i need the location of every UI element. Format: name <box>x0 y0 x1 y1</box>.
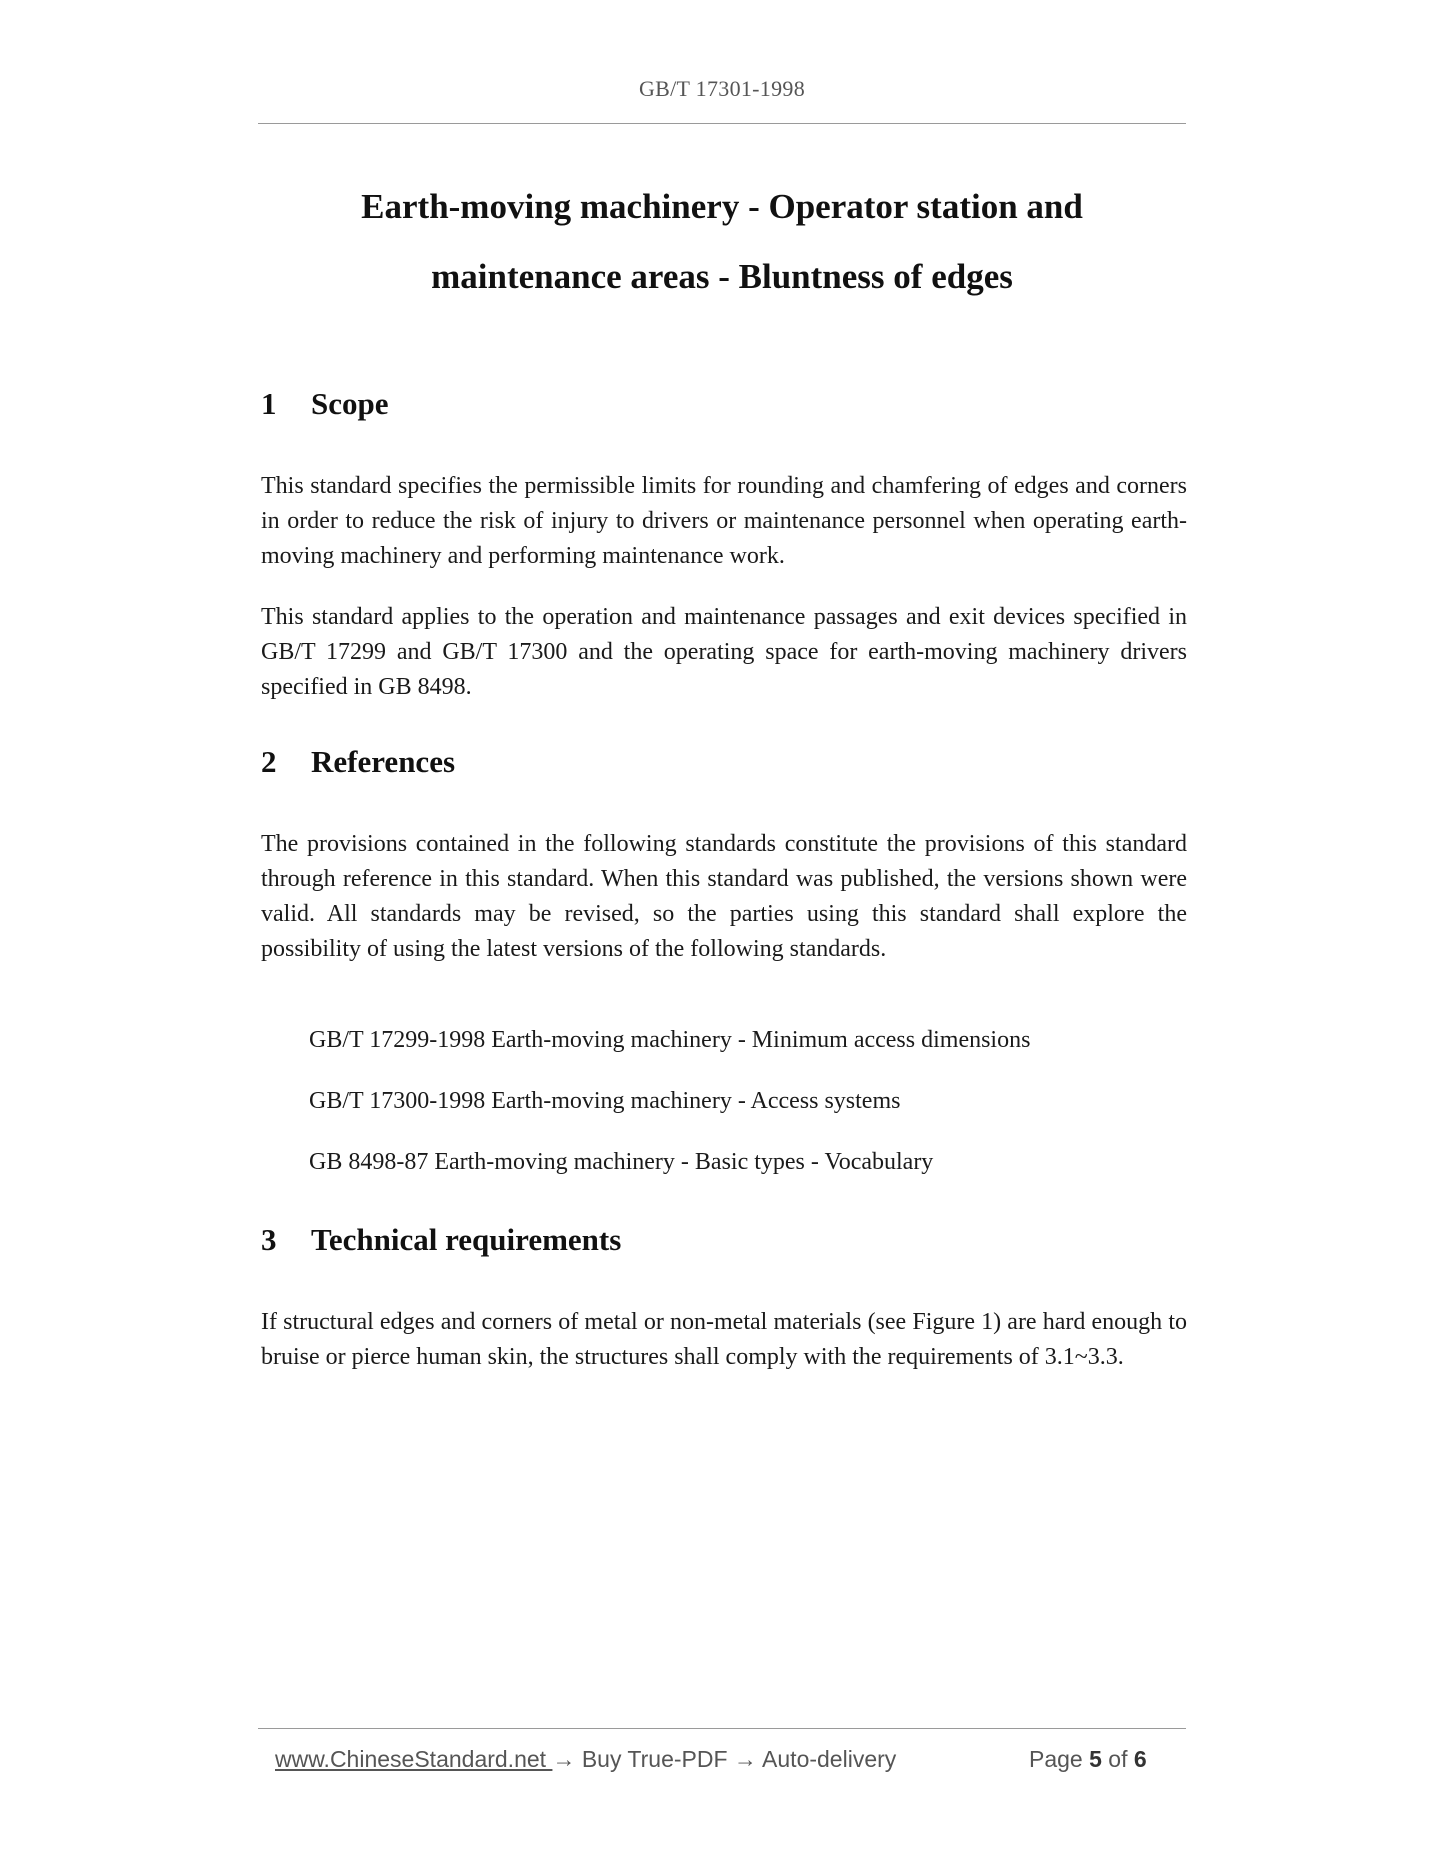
section-2-heading <box>261 744 455 780</box>
arrow-right-icon: → <box>733 1746 757 1772</box>
section-title: References <box>311 744 456 779</box>
title-line-2: maintenance areas - Bluntness of edges <box>431 257 1013 296</box>
reference-item: GB/T 17300-1998 Earth-moving machinery - Access systems <box>309 1088 901 1114</box>
reference-item: GB/T 17299-1998 Earth-moving machinery - Minimum access dimensions <box>309 1027 1031 1053</box>
buy-true-pdf-text: Buy True-PDF <box>575 1746 734 1772</box>
section-number: 3 <box>261 1222 277 1257</box>
title-line-1: Earth-moving machinery - Operator station and <box>361 187 1083 226</box>
section-3-heading <box>261 1222 621 1258</box>
total-pages-number: 6 <box>1133 1746 1147 1772</box>
current-page-number: 5 <box>1089 1746 1102 1772</box>
section-title: Technical requirements <box>311 1222 622 1257</box>
page-of-label: of <box>1108 1746 1128 1772</box>
auto-delivery-text: Auto-delivery <box>756 1746 897 1772</box>
scope-paragraph-1: This standard specifies the permissible limits for rounding and chamfering of edges and corners in order to reduce the risk of injury to drivers or maintenance personnel when operating earth-moving machinery and performing maintenance work. <box>261 473 1187 569</box>
section-number: 2 <box>261 744 277 779</box>
scope-paragraph-2: This standard applies to the operation and maintenance passages and exit devices specified in GB/T 17299 and GB/T 17300 and the operating space for earth-moving machinery drivers specified in GB 8498. <box>261 604 1187 700</box>
references-paragraph: The provisions contained in the following standards constitute the provisions of this standard through reference in this standard. When this standard was published, the versions shown were valid. All standards may be revised, so the parties using this standard shall explore the possibility of using the latest versions of the following standards. <box>261 831 1187 962</box>
page-label: Page <box>1029 1746 1083 1772</box>
footer-divider <box>258 1728 1186 1729</box>
header-divider <box>258 123 1186 124</box>
section-title: Scope <box>311 386 389 421</box>
reference-item: GB 8498-87 Earth-moving machinery - Basic types - Vocabulary <box>309 1149 934 1175</box>
document-code-header: GB/T 17301-1998 <box>638 76 806 101</box>
footer-links <box>275 1746 896 1773</box>
page-indicator <box>1029 1746 1147 1773</box>
section-number: 1 <box>261 386 277 421</box>
arrow-right-icon: → <box>552 1746 576 1772</box>
technical-requirements-paragraph: If structural edges and corners of metal or non-metal materials (see Figure 1) are hard enough to bruise or pierce human skin, the structures shall comply with the requirements of 3.1~3.3. <box>261 1309 1187 1370</box>
document-title <box>258 172 1186 312</box>
chinesestandard-link[interactable]: www.ChineseStandard.net <box>275 1746 553 1772</box>
section-1-heading <box>261 386 389 422</box>
